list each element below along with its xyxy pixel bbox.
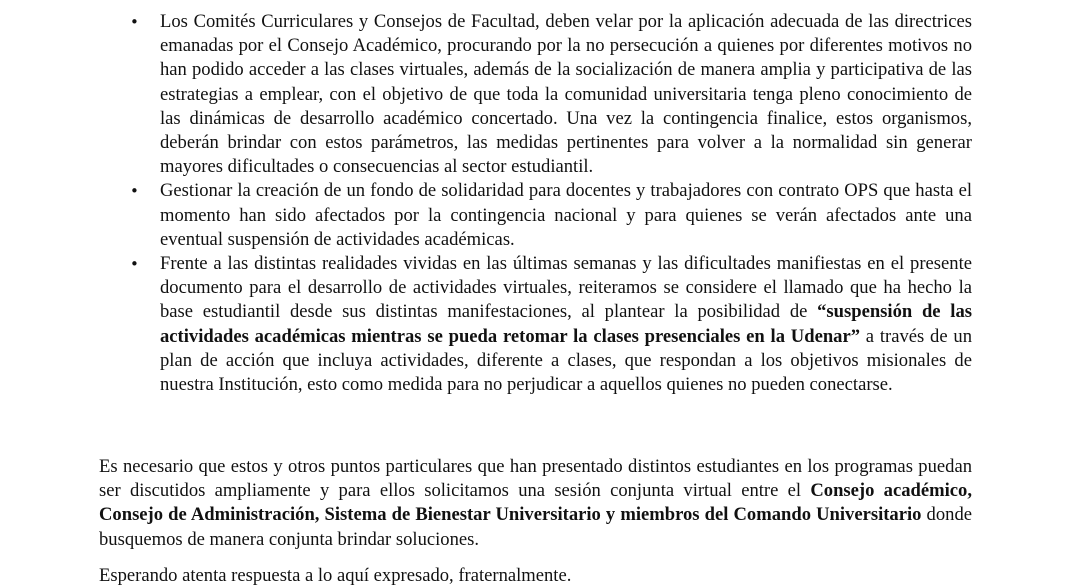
closing-text-after: donde busquemos de manera conjunta brindar soluciones. <box>99 504 973 550</box>
bullet-text-before: Frente a las distintas realidades vividas en las últimas semanas y las dificultades manifiestas en el presente documento para el desarrollo de actividades virtuales, reiteramos se considere el llamado que ha hecho la base estudiantil desde sus distintas manifestaciones, al plantear la posibilidad de <box>160 253 972 323</box>
bullet-text-after: a través de un plan de acción que incluya actividades, diferente a clases, que respondan a los objetivos misionales de nuestra Institución, esto como medida para no perjudicar a aquellos quienes no pueden conectarse. <box>160 325 972 396</box>
closing-paragraph <box>99 455 972 552</box>
bullet-text: Los Comités Curriculares y Consejos de Facultad, deben velar por la aplicación adecuada de las directrices emanadas por el Consejo Académico, procurando por la no persecución a quienes por diferentes motivos no han podido acceder a las clases virtuales, además de la socialización de manera amplia y participativa de las estrategias a emplear, con el objetivo de que toda la comunidad universitaria tenga pleno conocimiento de las dinámicas de desarrollo académico concertado. Una vez la contingencia finalice, estos organismos, deberán brindar con estos parámetros, las medidas pertinentes para volver a la normalidad sin generar mayores dificultades o consecuencias al sector estudiantil. <box>160 11 972 178</box>
bullet-item-committees <box>130 10 972 179</box>
bullet-item-suspension <box>130 252 972 397</box>
bullet-icon: • <box>130 255 139 274</box>
sign-off: Esperando atenta respuesta a lo aquí expresado, fraternalmente. <box>99 565 572 586</box>
closing-text-bold: Consejo académico, Consejo de Administración, Sistema de Bienestar Universitario y miembros del Comando Universitario <box>99 480 972 526</box>
bullet-list <box>130 10 972 397</box>
bullet-icon: • <box>130 13 139 31</box>
bullet-icon: • <box>130 182 139 201</box>
bullet-text: Gestionar la creación de un fondo de solidaridad para docentes y trabajadores con contrato OPS que hasta el momento han sido afectados por la contingencia nacional y para quienes se verán afectados ante una eventual suspensión de actividades académicas. <box>160 180 972 250</box>
bullet-item-solidarity-fund <box>130 179 972 252</box>
closing-text-before: Es necesario que estos y otros puntos particulares que han presentado distintos estudiantes en los programas puedan ser discutidos ampliamente y para ellos solicitamos una sesión conjunta virtual entre el <box>99 456 972 502</box>
bullet-text-bold: “suspensión de las actividades académicas mientras se pueda retomar la clases presenciales en la Udenar” <box>160 301 972 347</box>
